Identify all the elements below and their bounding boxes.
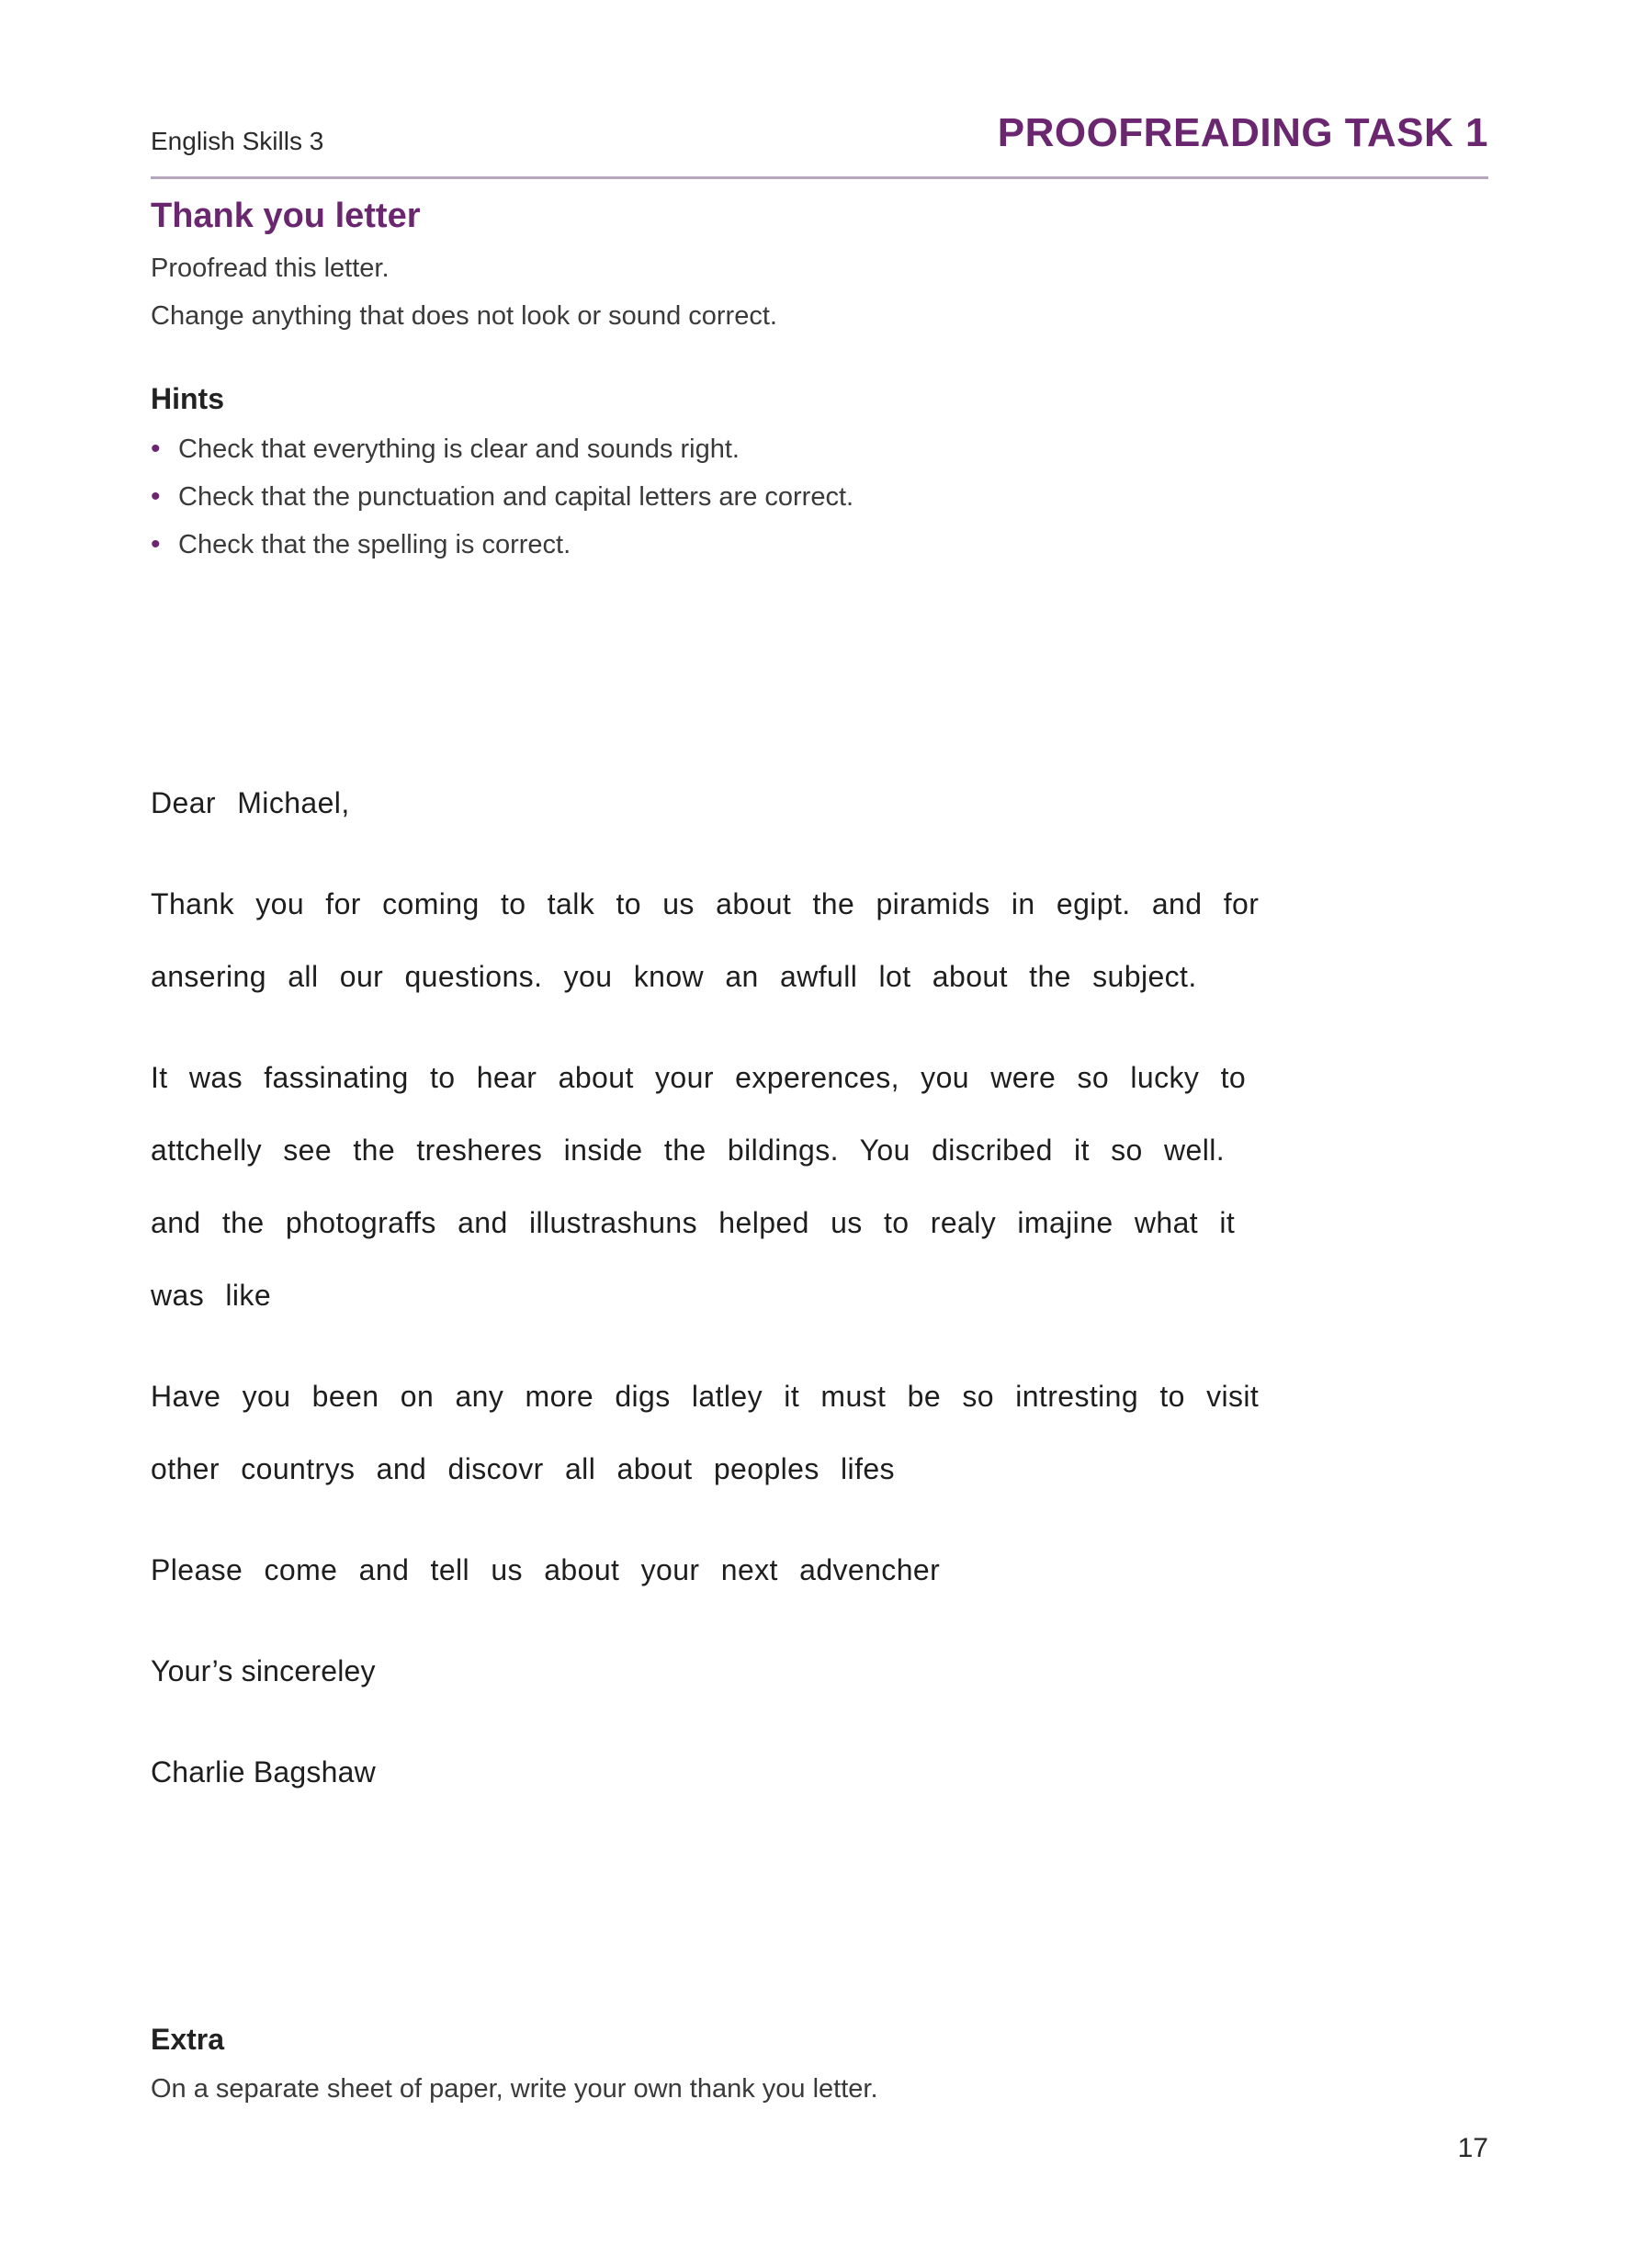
letter-line: It was fassinating to hear about your experences, you were so lucky to xyxy=(151,1061,1247,1094)
letter-line: Have you been on any more digs latley it must be so intresting to visit xyxy=(151,1380,1260,1413)
letter-line: ansering all our questions. you know an awfull lot about the subject. xyxy=(151,960,1197,993)
hint-text: Check that the punctuation and capital letters are correct. xyxy=(178,482,854,512)
letter-greeting: Dear Michael, xyxy=(151,786,350,819)
bullet-icon: • xyxy=(151,481,161,512)
extra-instruction: On a separate sheet of paper, write your own thank you letter. xyxy=(151,2074,878,2104)
letter-closing: Your’s sincereley xyxy=(151,1654,376,1687)
hint-text: Check that everything is clear and sounds right. xyxy=(178,434,740,464)
bullet-icon: • xyxy=(151,529,161,559)
task-title: PROOFREADING TASK 1 xyxy=(997,110,1488,155)
header-divider xyxy=(151,176,1488,179)
bullet-icon: • xyxy=(151,434,161,464)
hint-item xyxy=(151,480,853,527)
series-title: English Skills 3 xyxy=(151,127,324,155)
hint-item xyxy=(151,527,853,575)
letter-line: attchelly see the tresheres inside the bildings. You discribed it so well. xyxy=(151,1134,1226,1167)
section-heading: Thank you letter xyxy=(151,197,421,235)
hints-title: Hints xyxy=(151,382,224,415)
hint-item xyxy=(151,432,853,480)
instruction-line: Proofread this letter. xyxy=(151,254,390,283)
letter-line: Thank you for coming to talk to us about the piramids in egipt. and for xyxy=(151,887,1260,920)
instruction-line: Change anything that does not look or sound correct. xyxy=(151,301,777,331)
letter-line: was like xyxy=(151,1279,272,1312)
letter-line: Please come and tell us about your next advencher xyxy=(151,1553,941,1586)
letter-line: other countrys and discovr all about peoples lifes xyxy=(151,1452,895,1485)
hint-text: Check that the spelling is correct. xyxy=(178,530,571,559)
letter-line: and the photograffs and illustrashuns helped us to realy imajine what it xyxy=(151,1206,1236,1239)
hints-list xyxy=(151,432,853,575)
letter-signature: Charlie Bagshaw xyxy=(151,1755,376,1788)
extra-title: Extra xyxy=(151,2023,225,2056)
page-number: 17 xyxy=(1457,2133,1488,2163)
